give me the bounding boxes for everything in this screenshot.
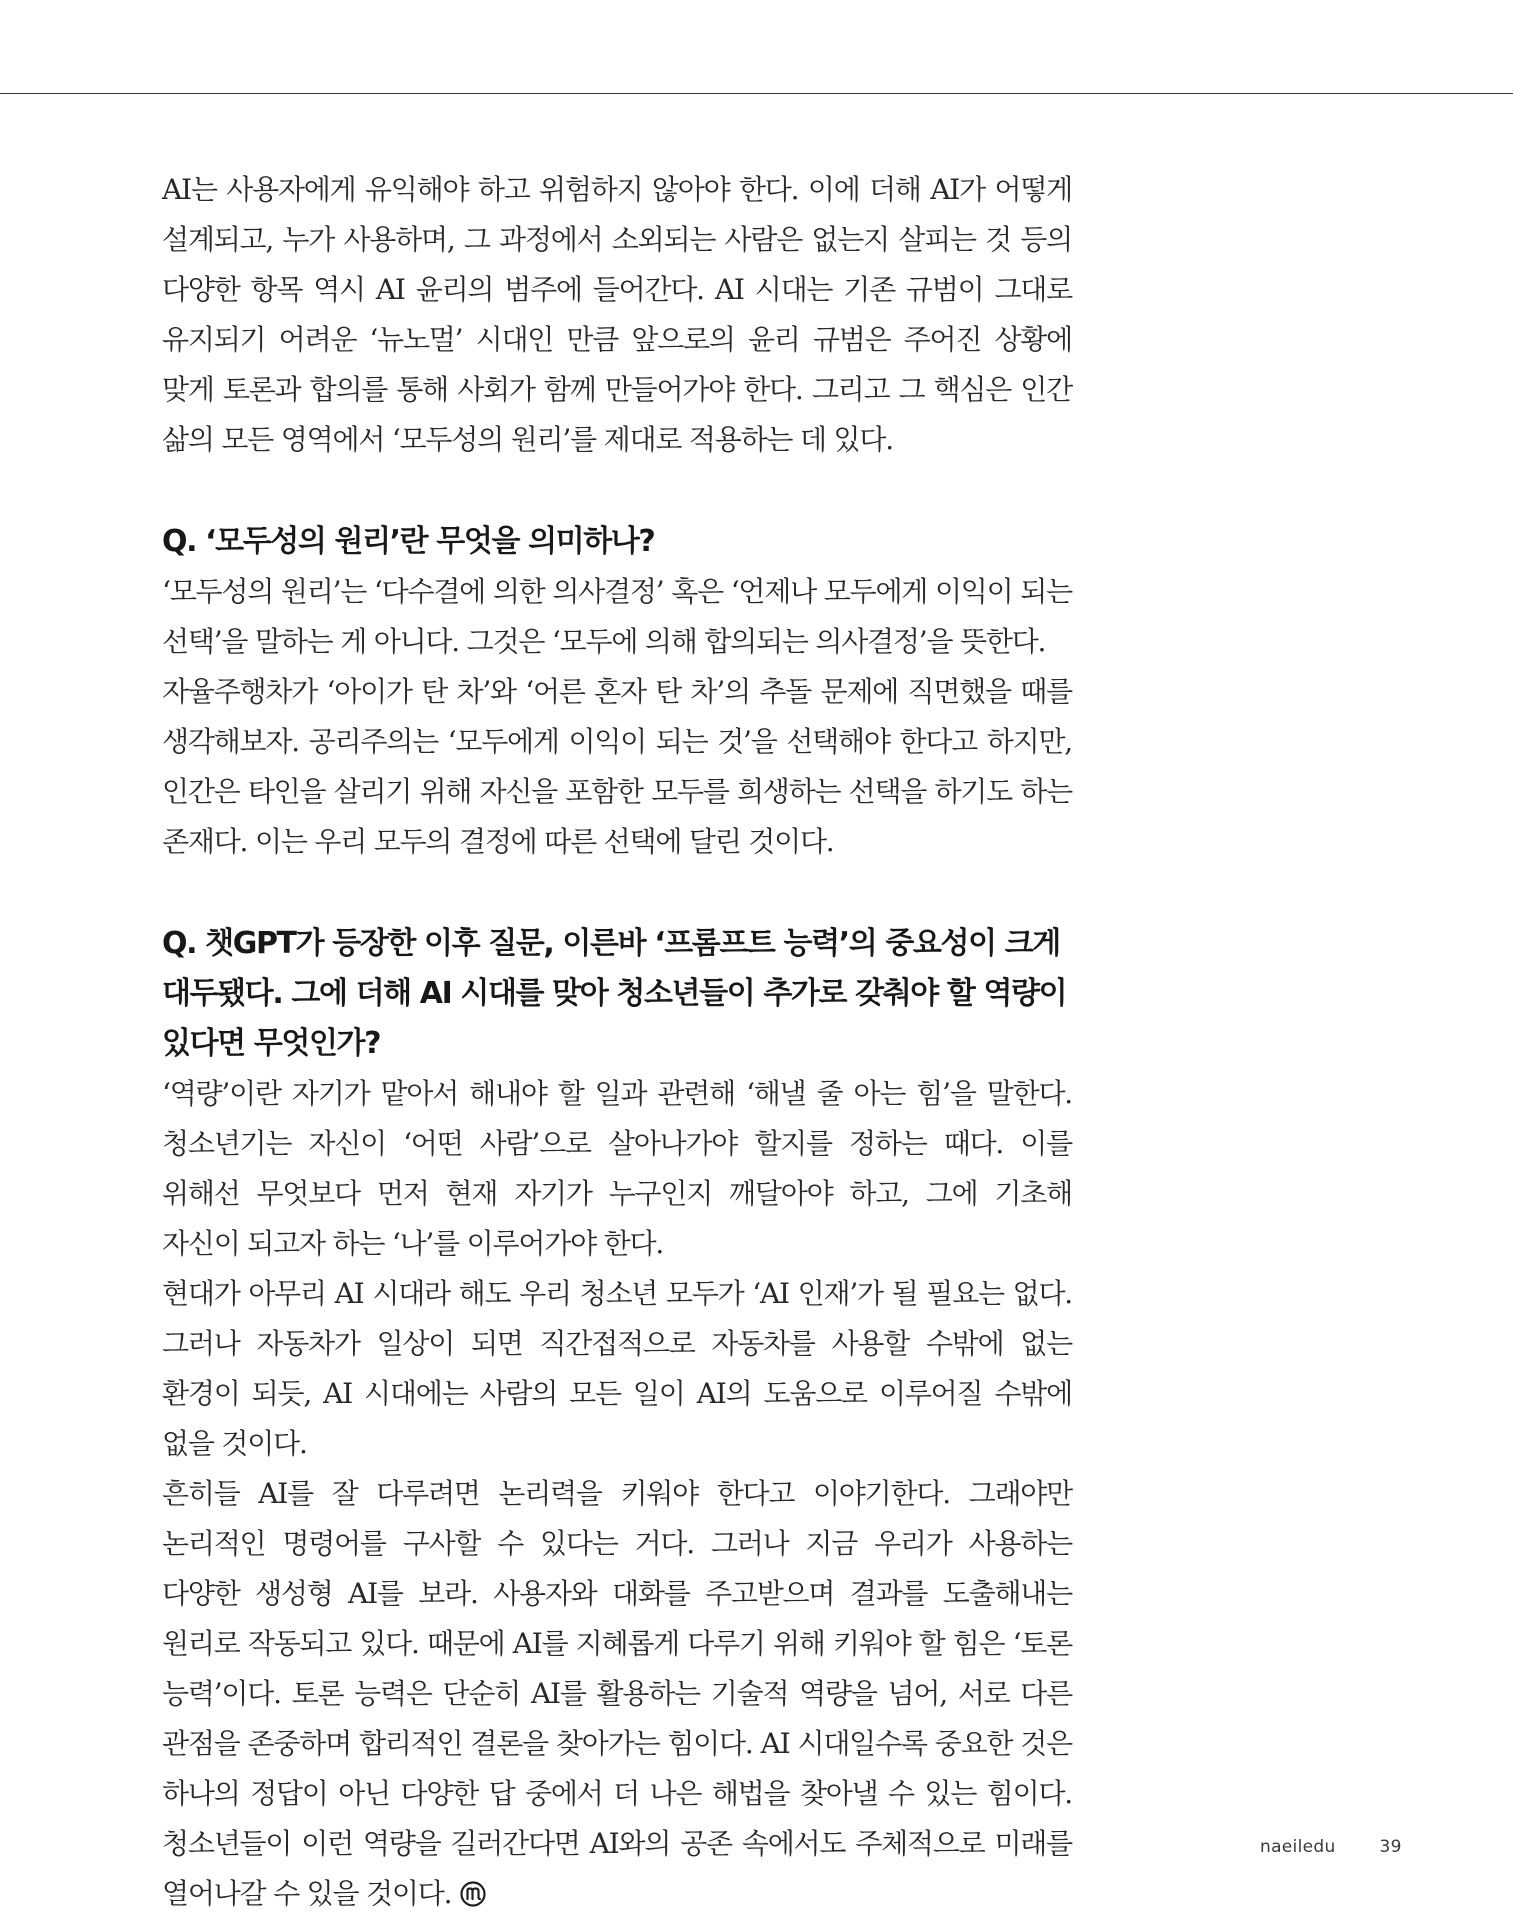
answer-2-paragraph-3-text: 흔히들 AI를 잘 다루려면 논리력을 키워야 한다고 이야기한다. 그래야만 논리적인 명령어를 구사할 수 있다는 거다. 그러나 지금 우리가 사용하는 다양한 생성형 AI를 보라. 사용자와 대화를 주고받으며 결과를 도출해내는 원리로 작동되고 있다. 때문에 AI를 지혜롭게 다루기 위해 키워야 할 힘은 ‘토론 능력’이다. 토론 능력은 단순히 AI를 활용하는 기술적 역량을 넘어, 서로 다른 관점을 존중하며 합리적인 결론을 찾아가는 힘이다. AI 시대일수록 중요한 것은 하나의 정답이 아닌 다양한 답 중에서 더 나은 해법을 찾아낼 수 있는 힘이다. 청소년들이 이런 역량을 길러간다면 AI와의 공존 속에서도 주체적으로 미래를 열어나갈 수 있을 것이다. [162, 1477, 1072, 1910]
article-end-mark-icon [459, 1880, 487, 1908]
answer-2-paragraph-3 [162, 1469, 1072, 1919]
page-footer [1260, 1837, 1402, 1857]
article-body [162, 165, 1072, 1919]
page-number: 39 [1379, 1837, 1402, 1857]
answer-2-paragraph-2: 현대가 아무리 AI 시대라 해도 우리 청소년 모두가 ‘AI 인재’가 될 필요는 없다. 그러나 자동차가 일상이 되면 직간접적으로 자동차를 사용할 수밖에 없는 환경이 되듯, AI 시대에는 사람의 모든 일이 AI의 도움으로 이루어질 수밖에 없을 것이다. [162, 1277, 1072, 1460]
answer-2-paragraph-1: ‘역량’이란 자기가 맡아서 해내야 할 일과 관련해 ‘해낼 줄 아는 힘’을 말한다. 청소년기는 자신이 ‘어떤 사람’으로 살아나가야 할지를 정하는 때다. 이를 위해선 무엇보다 먼저 현재 자기가 누구인지 깨달아야 하고, 그에 기초해 자신이 되고자 하는 ‘나’를 이루어가야 한다. [162, 1077, 1072, 1260]
header-rule [0, 93, 1513, 94]
answer-1-paragraph-2: 자율주행차가 ‘아이가 탄 차’와 ‘어른 혼자 탄 차’의 추돌 문제에 직면했을 때를 생각해보자. 공리주의는 ‘모두에게 이익이 되는 것’을 선택해야 한다고 하지만, 인간은 타인을 살리기 위해 자신을 포함한 모두를 희생하는 선택을 하기도 하는 존재다. 이는 우리 모두의 결정에 따른 선택에 달린 것이다. [162, 675, 1072, 858]
question-heading-2: Q. 챗GPT가 등장한 이후 질문, 이른바 ‘프롬프트 능력’의 중요성이 크게 대두됐다. 그에 더해 AI 시대를 맞아 청소년들이 추가로 갖춰야 할 역량이 있다면 무엇인가? [162, 926, 1067, 1061]
question-heading-1: Q. ‘모두성의 원리’란 무엇을 의미하나? [162, 524, 655, 559]
answer-1-paragraph-1: ‘모두성의 원리’는 ‘다수결에 의한 의사결정’ 혹은 ‘언제나 모두에게 이익이 되는 선택’을 말하는 게 아니다. 그것은 ‘모두에 의해 합의되는 의사결정’을 뜻한다. [162, 575, 1072, 658]
intro-paragraph: AI는 사용자에게 유익해야 하고 위험하지 않아야 한다. 이에 더해 AI가 어떻게 설계되고, 누가 사용하며, 그 과정에서 소외되는 사람은 없는지 살피는 것 등의 다양한 항목 역시 AI 윤리의 범주에 들어간다. AI 시대는 기존 규범이 그대로 유지되기 어려운 ‘뉴노멀’ 시대인 만큼 앞으로의 윤리 규범은 주어진 상황에 맞게 토론과 합의를 통해 사회가 함께 만들어가야 한다. 그리고 그 핵심은 인간 삶의 모든 영역에서 ‘모두성의 원리’를 제대로 적용하는 데 있다. [162, 173, 1072, 456]
magazine-name: naeiledu [1260, 1837, 1336, 1857]
